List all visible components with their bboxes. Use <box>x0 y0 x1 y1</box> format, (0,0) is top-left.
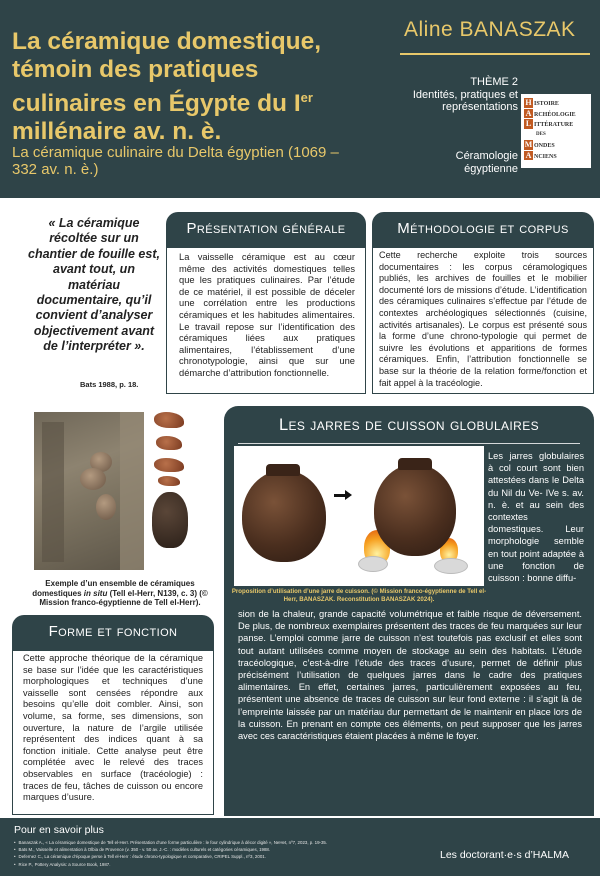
pot-fragment <box>96 494 116 520</box>
author-divider <box>400 53 590 55</box>
cooking-jar <box>374 464 456 556</box>
sherd-drawing <box>154 412 184 428</box>
jar-neck <box>266 464 300 476</box>
reference-item: • Bats M., Vaisselle et alimentation à Olbia de Provence (v. 350 - v. 50 av. J.-C. : modèles culturels et catégories céramiques, 1988. <box>14 846 434 853</box>
reference-list <box>14 839 434 868</box>
cooking-jar <box>242 470 326 562</box>
trench-wall <box>120 412 144 570</box>
photo-caption: Exemple d’un ensemble de céramiques domestiques in situ (Tell el-Herr, N139, c. 3) (© Mission franco-égyptienne de Tell el-Herr). <box>32 579 208 608</box>
jar-neck <box>398 458 432 470</box>
presentation-text: La vaisselle céramique est au cœur même des activités domestiques telles que les pratiques culinaires. Par l’étude de ce matériel, il est possible de déceler une corrélation entre les productions céramiques et les habitudes alimentaires. Le travail repose sur l’identification des céramiques liées aux pratiques alimentaires, l’établissement d’une chronotypologie, ainsi que sur une démarche d’attribution fonctionnelle. <box>166 246 366 394</box>
reference-item: • Rice P., Pottery Analysis: a Source Book, 1987. <box>14 861 434 868</box>
poster-title: La céramique domestique, témoin des pratiques culinaires en Égypte du Ier millénaire av. n. è. <box>12 28 322 146</box>
sherd-drawing <box>158 476 180 486</box>
halma-logo: H istoire A rchéologie L ittérature des M ondes A nciens <box>521 94 591 168</box>
further-reading-title: Pour en savoir plus <box>14 824 104 836</box>
form-function-title: Forme et fonction <box>12 615 214 651</box>
poster-footer <box>0 818 600 876</box>
trench-wall <box>42 422 64 562</box>
cooking-jars-panel <box>224 406 594 816</box>
author-name: Aline BANASZAK <box>404 18 576 41</box>
cooking-jars-divider <box>238 443 580 444</box>
sherd-drawing <box>154 458 184 472</box>
methodology-text: Cette recherche exploite trois sources documentaires : les corpus céramologiques publiés, les archives de fouilles et le mobilier documenté lors de missions d’étude. L’identification des céramiques culinaires s’effectue par l’étude de contextes archéologiques sélectionnés (cuisine, activités artisanales). Le corpus est présenté sous la forme d’une chrono-typologie qui permet de suivre les évolutions et apparitions de formes céramiques. Enfin, l’attribution fonctionnelle se base sur la théorie de la relation forme/fonction et fait appel à la tracéologie. <box>372 246 594 394</box>
theme-label: Identités, pratiques et représentations <box>412 88 518 113</box>
cooking-jars-text-intro: Les jarres globulaires à col court sont bien attestées dans le Delta du Nil du Ve- IVe s. av. n. è. et au sein des contextes domestiques. Leur morphologie semble en tout point adaptée à une fonction de cuisson : bonne diffu- <box>488 451 584 584</box>
sherd-drawings <box>150 412 192 572</box>
methodology-title: Méthodologie et corpus <box>372 212 594 248</box>
cooking-jars-title: Les jarres de cuisson globulaires <box>278 416 540 434</box>
arrow-icon <box>334 494 346 497</box>
form-function-text: Cette approche théorique de la céramique se base sur l’idée que les caractéristiques morphologiques et techniques d’une vaisselle sont censées répondre aux besoins qu’elle doit combler. Ainsi, son volume, sa forme, ses dimensions, son ouverture, la nature de l’argile utilisée représentent des indices quant à sa fonction initiale. Cette analyse peut être complétée avec le relevé des traces observables en surface (tracéologie) : traces de feu, tâches de cuisson ou encore marques d’usure. <box>12 649 214 815</box>
poster-subtitle: La céramique culinaire du Delta égyptien (1069 – 332 av. n. è.) <box>12 144 339 178</box>
theme-block <box>400 76 518 114</box>
reference-item: • Banaszak A., « La céramique domestique de Tell el-Herr. Présentation d’une forme particulière : le four cylindrique à décor digité », NeHet, nº7, 2023, p. 19-35. <box>14 839 434 846</box>
pot-fragment <box>80 468 106 490</box>
jar-reconstruction-image <box>234 446 484 586</box>
hearth-stone <box>434 558 468 574</box>
discipline-label: Céramologie égyptienne <box>455 150 518 175</box>
epigraph-quote: « La céramique récoltée sur un chantier de fouille est, avant tout, un matériau documentaire, qu’il convient d’analyser objectivement avant de l’interpréter ». <box>28 216 160 354</box>
hearth-stone <box>358 556 388 572</box>
cooking-jars-text: sion de la chaleur, grande capacité volumétrique et faible risque de déversement. De plus, de nombreux exemplaires présentent des traces de feu marquées sur leur panse. L’emploi comme jarre de cuisson n’est toutefois pas exclusif et elles sont tout autant utilisées comme moyen de stockage au sein des habitats. L’étude tracéologique, c’est-à-dire l’étude des traces d’usure, permet de définir plus précisément l’utilisation de quelques jarres dans le cadre des pratiques alimentaires. En effet, certaines jarres, particulièrement exposées au feu, présentent une absence de traces de cuisson sur leur fond externe : il s’agit là de l’empreinte laissée par un matériau dur permettant de le maintenir en place lors de la cuisson. En prenant en compte ces éléments, on peut supposer que les jarres avec ces caractéristiques étaient placées à même le foyer. <box>238 609 582 742</box>
reference-item: • Defernez C., La céramique d’époque perse à Tell el-Herr : étude chrono-typologique et comparative, CRIPEL Suppl., nº3, 2001. <box>14 853 434 860</box>
footer-brand: Les doctorant·e·s d’HALMA <box>440 849 569 861</box>
restored-pot-drawing <box>152 492 188 548</box>
excavation-photo <box>34 412 144 570</box>
epigraph-reference: Bats 1988, p. 18. <box>80 380 139 389</box>
sherd-drawing <box>156 436 182 450</box>
poster-header <box>0 0 600 198</box>
theme-number: THÈME 2 <box>470 76 518 88</box>
jar-image-caption: Proposition d’utilisation d’une jarre de cuisson. (© Mission franco-égyptienne de Tell el-Herr, BANASZAK. Reconstitution BANASZAK 2024). <box>231 588 487 603</box>
presentation-title: Présentation générale <box>166 212 366 248</box>
